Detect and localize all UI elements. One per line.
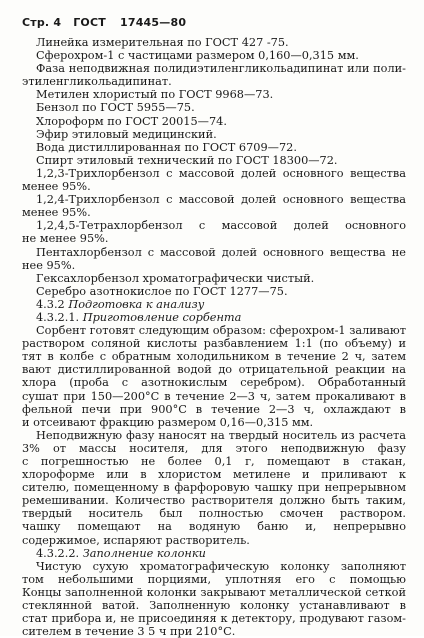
text-line xyxy=(22,547,406,560)
standard-label: ГОСТ xyxy=(73,16,106,29)
text-line: нее 95%. xyxy=(22,258,76,272)
text-line: сителю, помещенному в фарфоровую чашку при непрерывном xyxy=(22,481,406,495)
section-number: 4.3.2.2. xyxy=(36,546,83,560)
text-line: твердый носитель был полностью смочен раствором. xyxy=(22,507,406,521)
text-line: менее 95%. xyxy=(22,206,91,220)
text-line: этиленгликольадипинат. xyxy=(22,75,172,89)
text-line: Спирт этиловый технический по ГОСТ 18300—72. xyxy=(36,153,338,167)
section-title: Заполнение колонки xyxy=(82,546,206,560)
text-line: хлороформе или в хлористом метилене и приливают к xyxy=(22,468,406,482)
text-line: Сферохром-1 с частицами размером 0,160—0,315 мм. xyxy=(36,49,359,63)
text-line: Сорбент готовят следующим образом: сферохром-1 заливают xyxy=(36,324,406,338)
text-line: не менее 95%. xyxy=(22,232,109,246)
text-line: том небольшими порциями, уплотняя его с помощью xyxy=(22,572,406,586)
text-line: раствором соляной кислоты разбавлением 1:1 (по объему) и xyxy=(22,337,406,351)
text-line: 1,2,3-Трихлорбензол с массовой долей основного вещества xyxy=(36,166,406,180)
text-line: Серебро азотнокислое по ГОСТ 1277—75. xyxy=(36,284,288,298)
text-line: Эфир этиловый медицинский. xyxy=(36,127,217,141)
text-line: менее 95%. xyxy=(22,180,91,194)
text-line: Концы заполненной колонки закрывают металлической сеткой xyxy=(22,585,406,599)
text-line: чашку помещают на водяную баню и, непрерывно xyxy=(22,520,406,534)
page-label: Стр. 4 xyxy=(22,16,62,29)
text-line: хлора (проба с азотнокислым серебром). Обработанный xyxy=(22,376,406,390)
text-line: с погрешностью не более 0,1 г, помещают в стакан, xyxy=(22,455,406,468)
text-line: тят в колбе с обратным холодильником в течение 2 ч, затем xyxy=(22,350,406,364)
body-text xyxy=(22,36,406,638)
section-number: 4.3.2 xyxy=(36,297,69,311)
text-line: Хлороформ по ГОСТ 20015—74. xyxy=(36,114,227,128)
text-line: стат прибора и, не присоединяя к детектору, продувают газом- xyxy=(22,612,406,626)
section-title: Приготовление сорбента xyxy=(82,310,242,324)
text-line: фельной печи при 900°С в течение 2—3 ч, охлаждают в xyxy=(22,402,406,416)
text-line: Вода дистиллированная по ГОСТ 6709—72. xyxy=(36,140,297,154)
section-title: Подготовка к анализу xyxy=(68,297,205,311)
text-line: 3% от массы носителя, для этого неподвижную фазу xyxy=(22,441,406,455)
text-line: вают дистиллированной водой до отрицательной реакции на xyxy=(22,363,406,377)
text-line: 1,2,4,5-Тетрахлорбензол с массовой долей основного xyxy=(36,219,406,233)
text-line: Метилен хлористый по ГОСТ 9968—73. xyxy=(36,88,274,102)
page-header xyxy=(22,16,194,29)
text-line: Неподвижную фазу наносят на твердый носитель из расчета xyxy=(36,428,406,442)
section-number: 4.3.2.1. xyxy=(36,310,83,324)
text-line: Бензол по ГОСТ 5955—75. xyxy=(36,101,195,115)
text-line xyxy=(22,311,406,324)
text-line: 1,2,4-Трихлорбензол с массовой долей основного вещества xyxy=(36,193,406,207)
text-line: Фаза неподвижная полидиэтиленгликольадипинат или поли- xyxy=(36,62,406,76)
text-line: Чистую сухую хроматографическую колонку заполняют xyxy=(36,559,406,573)
text-line: Линейка измерительная по ГОСТ 427 -75. xyxy=(36,36,289,49)
text-line: содержимое, испаряют растворитель. xyxy=(22,533,250,547)
standard-number: 17445—80 xyxy=(120,16,187,29)
text-line: Пентахлорбензол с массовой долей основного вещества не xyxy=(36,245,406,259)
text-line: ремешивании. Количество растворителя должно быть таким, xyxy=(22,494,406,508)
text-line: стеклянной ватой. Заполненную колонку устанавливают в xyxy=(22,599,406,613)
text-line: сушат при 150—200°С в течение 2—3 ч, затем прокаливают в xyxy=(22,389,406,403)
text-line: Гексахлорбензол хроматографически чистый. xyxy=(36,271,315,285)
text-line xyxy=(22,298,406,311)
text-line: сителем в течение 3 5 ч при 210°С. xyxy=(22,625,236,638)
text-line: и отсеивают фракцию размером 0,16—0,315 мм. xyxy=(22,415,314,429)
